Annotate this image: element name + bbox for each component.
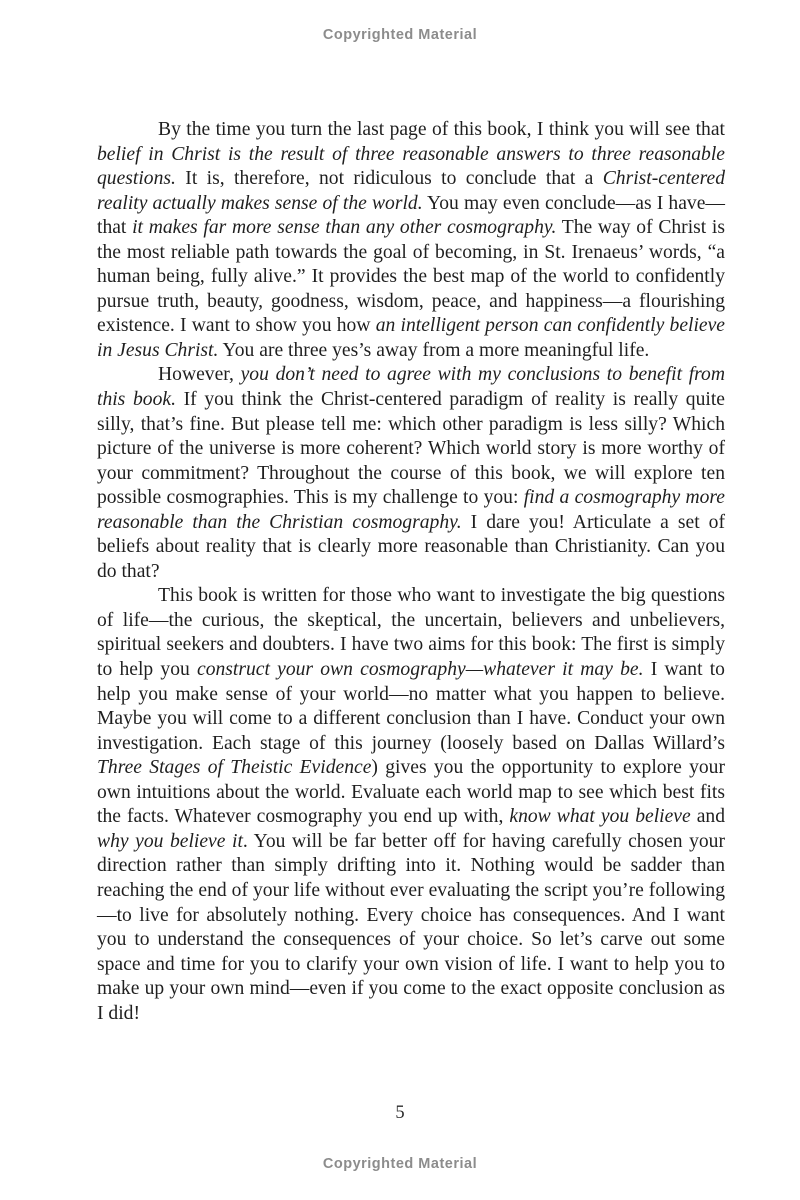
copyright-notice-bottom: Copyrighted Material [322, 1156, 478, 1172]
body-text [97, 118, 725, 1026]
text-run: This book is written for those who want to investigate the big questions of life—the curious, the skeptical, the uncertain, believers and unbelievers, spiritual seekers and doubters. I have two aims for this book: The first is simply to help you [97, 585, 725, 681]
italic-text-run: construct your own cosmography—whatever it may be. [197, 659, 644, 681]
text-run: ) gives you the opportunity to explore your own intuitions about the world. Evaluate each world map to see which best fits the facts. Whatever cosmography you end up with, [97, 757, 725, 828]
text-run: You may even conclude—as I have—that [97, 192, 725, 239]
italic-text-run: Christ-centered reality actually makes sense of the world. [97, 168, 725, 214]
text-run: I want to help you make sense of your world—no matter what you happen to believe. Maybe you will come to a different conclusion than I have. Conduct your own investigation. Each stage of this journey (loosely based on Dallas Willard’s [97, 659, 725, 754]
paragraph [97, 363, 725, 584]
italic-text-run: know what you believe [509, 806, 691, 828]
italic-text-run: you don’t need to agree with my conclusions to benefit from this book. [97, 364, 725, 411]
paragraph [97, 584, 725, 1026]
text-run: It is, therefore, not ridiculous to conclude that a [175, 168, 603, 190]
text-run: The way of Christ is the most reliable path towards the goal of becoming, in St. Irenaeus’ words, “a human being, fully alive.” It provides the best map of the world to confidently pursue truth, beauty, goodness, wisdom, peace, and happiness—a flourishing existence. I want to show you how [97, 217, 726, 337]
italic-text-run: why you believe it [97, 830, 243, 852]
italic-text-run: Three Stages of Theistic Evidence [97, 757, 372, 779]
paragraph [97, 118, 725, 363]
text-run: and [690, 806, 725, 828]
italic-text-run: it makes far more sense than any other cosmography. [132, 217, 557, 239]
text-run: I dare you! Articulate a set of beliefs about reality that is clearly more reasonable than Christianity. Can you do that? [97, 511, 725, 582]
page-number: 5 [395, 1103, 405, 1123]
text-run: You are three yes’s away from a more meaningful life. [218, 339, 650, 361]
text-run: However, [158, 364, 241, 386]
text-run: By the time you turn the last page of this book, I think you will see that [158, 119, 725, 140]
copyright-notice-top: Copyrighted Material [322, 27, 478, 43]
italic-text-run: belief in Christ is the result of three reasonable answers to three reasonable questions. [97, 143, 725, 190]
italic-text-run: find a cosmography more reasonable than the Christian cosmography. [97, 487, 726, 533]
text-run: If you think the Christ-centered paradigm of reality is really quite silly, that’s fine. But please tell me: which other paradigm is less silly? Which picture of the universe is more coherent? Which world story is more worthy of your commitment? Throughout the course of this book, we will explore ten possible cosmographies. This is my challenge to you: [97, 389, 725, 509]
text-run: . You will be far better off for having carefully chosen your direction rather than simply drifting into it. Nothing would be sadder than reaching the end of your life without ever evaluating the script you’re following—to live for absolutely nothing. Every choice has consequences. And I want you to understand the consequences of your choice. So let’s carve out some space and time for you to clarify your own vision of life. I want to help you to make up your own mind—even if you come to the exact opposite conclusion as I did! [97, 830, 725, 1024]
italic-text-run: an intelligent person can confidently believe in Jesus Christ. [97, 315, 726, 361]
